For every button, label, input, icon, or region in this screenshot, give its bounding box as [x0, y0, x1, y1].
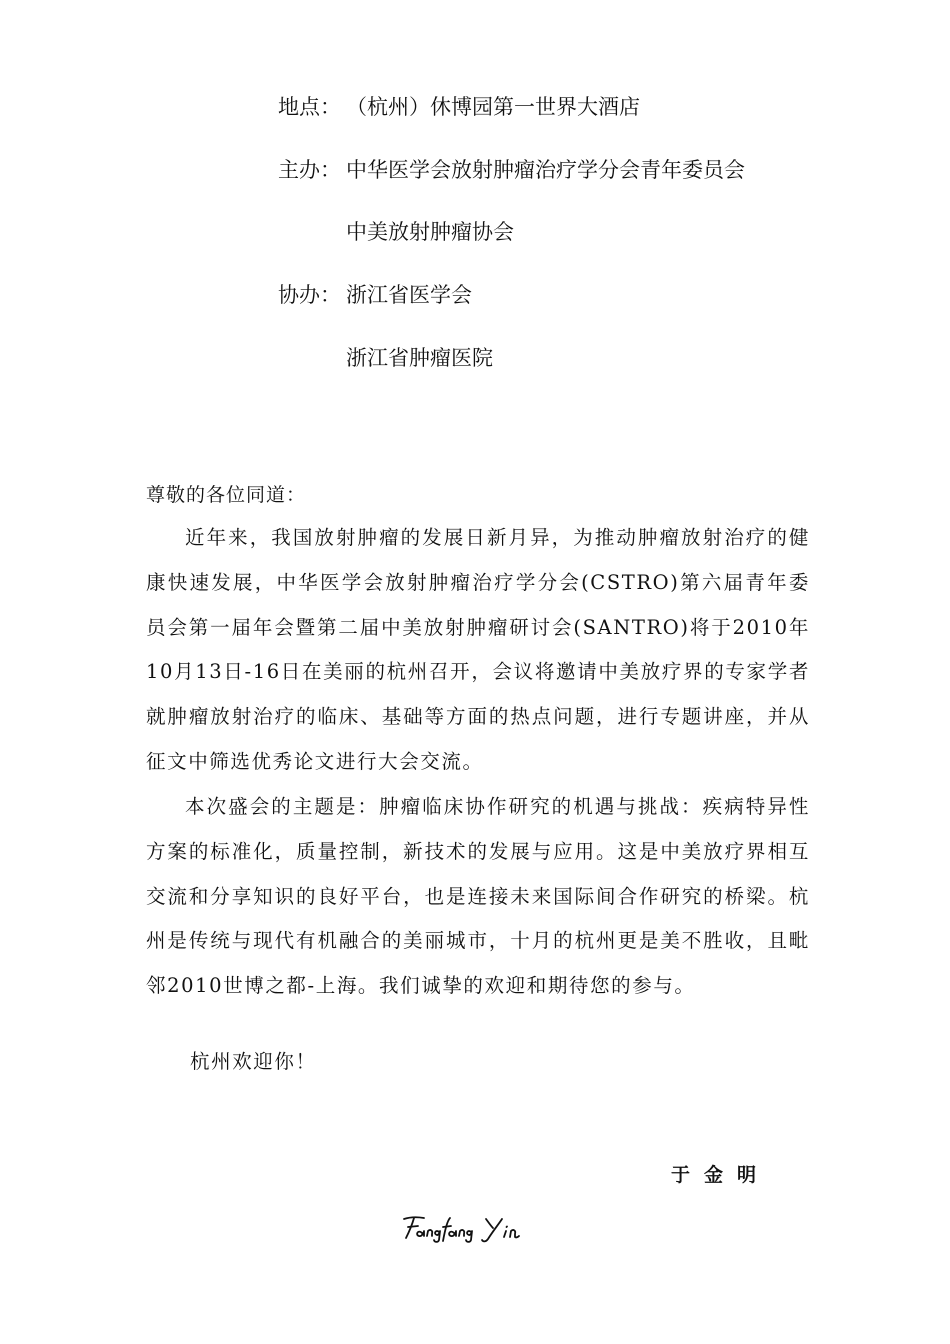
cohost-label: 协办：	[278, 283, 341, 307]
location-value: （杭州）休博园第一世界大酒店	[346, 95, 640, 119]
cohost-line	[278, 280, 472, 310]
host-value-1: 中华医学会放射肿瘤治疗学分会青年委员会	[346, 158, 745, 182]
location-label: 地点：	[278, 95, 341, 119]
handwritten-signature	[398, 1213, 538, 1243]
host-value-2: 中美放射肿瘤协会	[346, 220, 514, 244]
host-label: 主办：	[278, 158, 341, 182]
closing-line: 杭州欢迎你！	[190, 1050, 317, 1073]
host-line	[278, 155, 745, 185]
cohost-value-2: 浙江省肿瘤医院	[346, 346, 493, 370]
location-line	[278, 92, 640, 122]
signer-name: 于金明	[671, 1164, 771, 1186]
salutation: 尊敬的各位同道：	[146, 484, 307, 506]
letter-paragraph-2: 本次盛会的主题是：肿瘤临床协作研究的机遇与挑战：疾病特异性方案的标准化，质量控制，新技术的发展与应用。这是中美放疗界相互交流和分享知识的良好平台，也是连接未来国际间合作研究的桥梁。杭州是传统与现代有机融合的美丽城市，十月的杭州更是美不胜收，且毗邻2010世博之都-上海。我们诚挚的欢迎和期待您的参与。	[146, 795, 810, 998]
letter-paragraph-1: 近年来，我国放射肿瘤的发展日新月异，为推动肿瘤放射治疗的健康快速发展，中华医学会放射肿瘤治疗学分会(CSTRO)第六届青年委员会第一届年会暨第二届中美放射肿瘤研讨会(SANTRO)将于2010年10月13日-16日在美丽的杭州召开，会议将邀请中美放疗界的专家学者就肿瘤放射治疗的临床、基础等方面的热点问题，进行专题讲座，并从征文中筛选优秀论文进行大会交流。	[146, 526, 810, 773]
cohost-value-1: 浙江省医学会	[346, 283, 472, 307]
